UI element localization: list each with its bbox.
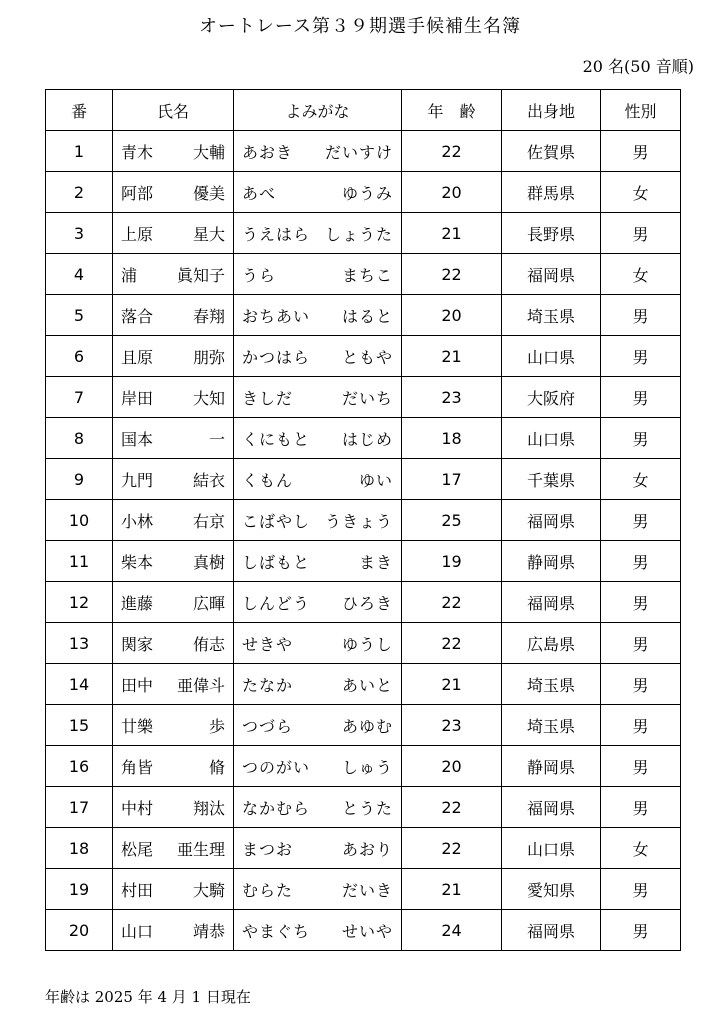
age: 20 [402,746,502,787]
gender: 男 [601,377,681,418]
age: 22 [402,787,502,828]
given-reading: あいと [341,675,393,695]
row-number: 8 [46,418,113,459]
given-reading: ゆうみ [341,183,393,203]
age: 22 [402,254,502,295]
name-reading [234,828,402,869]
hometown: 愛知県 [502,869,601,910]
row-number: 19 [46,869,113,910]
table-row [46,336,681,377]
gender: 男 [601,336,681,377]
table-row [46,295,681,336]
header-name: 氏名 [113,90,234,131]
given-reading: まちこ [341,265,393,285]
row-number: 4 [46,254,113,295]
given-reading: ひろき [341,593,393,613]
age: 17 [402,459,502,500]
hometown: 千葉県 [502,459,601,500]
gender: 男 [601,213,681,254]
given-reading: しょうた [324,224,393,244]
family-name: 小林 [121,511,154,531]
gender: 女 [601,172,681,213]
gender: 男 [601,746,681,787]
gender: 男 [601,500,681,541]
family-name: 落合 [121,306,154,326]
given-name: 歩 [208,716,225,736]
hometown: 福岡県 [502,500,601,541]
table-row [46,869,681,910]
family-name: 松尾 [121,839,154,859]
name-reading [234,418,402,459]
name-reading [234,787,402,828]
name-reading [234,131,402,172]
candidate-name [113,459,234,500]
hometown: 静岡県 [502,541,601,582]
family-reading: しばもと [242,552,311,572]
family-reading: むらた [242,880,294,900]
family-name: 九門 [121,470,154,490]
row-number: 14 [46,664,113,705]
family-reading: せきや [242,634,294,654]
family-reading: なかむら [242,798,311,818]
hometown: 長野県 [502,213,601,254]
age: 25 [402,500,502,541]
age: 21 [402,336,502,377]
given-reading: あおり [341,839,393,859]
candidate-name [113,172,234,213]
table-row [46,172,681,213]
family-name: 田中 [121,675,154,695]
name-reading [234,746,402,787]
age: 22 [402,582,502,623]
given-name: 亜偉斗 [176,675,225,695]
age: 22 [402,131,502,172]
row-number: 7 [46,377,113,418]
family-reading: こばやし [242,511,311,531]
given-reading: はじめ [341,429,393,449]
age: 21 [402,664,502,705]
table-row [46,254,681,295]
table-row [46,541,681,582]
candidate-name [113,746,234,787]
hometown: 埼玉県 [502,295,601,336]
given-name: 大輔 [192,142,225,162]
header-hometown: 出身地 [502,90,601,131]
age: 20 [402,172,502,213]
table-row [46,418,681,459]
family-reading: うえはら [242,224,311,244]
gender: 男 [601,418,681,459]
candidate-name [113,295,234,336]
row-number: 20 [46,910,113,951]
header-reading: よみがな [234,90,402,131]
family-reading: くもん [242,470,294,490]
name-reading [234,500,402,541]
given-reading: うきょう [324,511,393,531]
hometown: 大阪府 [502,377,601,418]
family-name: 村田 [121,880,154,900]
given-reading: はると [341,306,393,326]
gender: 女 [601,254,681,295]
row-number: 13 [46,623,113,664]
table-row [46,459,681,500]
given-reading: ゆい [358,470,393,490]
family-name: 角皆 [121,757,154,777]
candidate-name [113,623,234,664]
family-name: 柴本 [121,552,154,572]
header-number: 番 [46,90,113,131]
family-name: 山口 [121,921,154,941]
candidate-name [113,377,234,418]
gender: 男 [601,295,681,336]
table-row [46,787,681,828]
given-name: 侑志 [192,634,225,654]
row-number: 3 [46,213,113,254]
age: 22 [402,828,502,869]
row-number: 12 [46,582,113,623]
family-reading: あべ [242,183,277,203]
name-reading [234,541,402,582]
header-age: 年 齢 [402,90,502,131]
hometown: 佐賀県 [502,131,601,172]
table-row [46,500,681,541]
given-reading: まき [358,552,393,572]
candidate-name [113,664,234,705]
hometown: 埼玉県 [502,705,601,746]
row-number: 11 [46,541,113,582]
table-row [46,746,681,787]
table-row [46,623,681,664]
given-name: 脩 [208,757,225,777]
row-number: 6 [46,336,113,377]
name-reading [234,705,402,746]
family-reading: つづら [242,716,294,736]
given-reading: とうた [341,798,393,818]
candidate-name [113,418,234,459]
given-name: 星大 [192,224,225,244]
name-reading [234,336,402,377]
family-name: 関家 [121,634,154,654]
age: 23 [402,377,502,418]
given-name: 翔汰 [192,798,225,818]
family-name: 廿樂 [121,716,154,736]
hometown: 福岡県 [502,787,601,828]
row-number: 17 [46,787,113,828]
table-row [46,910,681,951]
gender: 女 [601,828,681,869]
family-name: 且原 [121,347,154,367]
family-reading: うら [242,265,277,285]
header-gender: 性別 [601,90,681,131]
name-reading [234,664,402,705]
family-reading: やまぐち [242,921,311,941]
hometown: 福岡県 [502,910,601,951]
candidate-name [113,582,234,623]
family-reading: つのがい [242,757,311,777]
name-reading [234,254,402,295]
family-reading: きしだ [242,388,294,408]
family-name: 国本 [121,429,154,449]
given-name: 靖恭 [192,921,225,941]
family-name: 上原 [121,224,154,244]
row-number: 16 [46,746,113,787]
candidate-name [113,787,234,828]
gender: 男 [601,705,681,746]
gender: 男 [601,869,681,910]
hometown: 山口県 [502,828,601,869]
age: 22 [402,623,502,664]
hometown: 山口県 [502,418,601,459]
table-row [46,828,681,869]
family-name: 阿部 [121,183,154,203]
name-reading [234,377,402,418]
given-reading: ゆうし [341,634,393,654]
given-reading: だいすけ [324,142,393,162]
hometown: 広島県 [502,623,601,664]
name-reading [234,910,402,951]
hometown: 山口県 [502,336,601,377]
gender: 男 [601,541,681,582]
given-name: 結衣 [192,470,225,490]
gender: 男 [601,910,681,951]
candidate-name [113,910,234,951]
hometown: 群馬県 [502,172,601,213]
hometown: 静岡県 [502,746,601,787]
candidate-name [113,500,234,541]
table-row [46,377,681,418]
given-reading: しゅう [341,757,393,777]
given-name: 一 [208,429,225,449]
candidate-name [113,869,234,910]
candidate-name [113,213,234,254]
given-name: 朋弥 [192,347,225,367]
given-name: 眞知子 [176,265,225,285]
table-row [46,582,681,623]
family-name: 青木 [121,142,154,162]
gender: 男 [601,664,681,705]
family-reading: たなか [242,675,294,695]
candidate-name [113,336,234,377]
gender: 男 [601,582,681,623]
name-reading [234,582,402,623]
given-name: 優美 [192,183,225,203]
candidate-name [113,828,234,869]
family-name: 中村 [121,798,154,818]
row-number: 2 [46,172,113,213]
given-reading: せいや [341,921,393,941]
name-reading [234,623,402,664]
gender: 女 [601,459,681,500]
row-number: 9 [46,459,113,500]
gender: 男 [601,131,681,172]
candidate-name [113,541,234,582]
age: 21 [402,213,502,254]
name-reading [234,459,402,500]
document-title: オートレース第３９期選手候補生名簿 [198,16,522,37]
given-name: 亜生理 [176,839,225,859]
given-reading: だいき [341,880,393,900]
row-number: 10 [46,500,113,541]
age: 19 [402,541,502,582]
row-number: 5 [46,295,113,336]
given-reading: あゆむ [341,716,393,736]
gender: 男 [601,787,681,828]
given-reading: ともや [341,347,393,367]
candidate-name [113,131,234,172]
row-number: 1 [46,131,113,172]
name-reading [234,869,402,910]
given-name: 真樹 [192,552,225,572]
row-number: 15 [46,705,113,746]
hometown: 埼玉県 [502,664,601,705]
age: 20 [402,295,502,336]
family-reading: くにもと [242,429,311,449]
row-number: 18 [46,828,113,869]
given-name: 広暉 [192,593,225,613]
given-name: 右京 [192,511,225,531]
roster-table [45,89,681,951]
family-reading: かつはら [242,347,311,367]
family-reading: あおき [242,142,294,162]
table-row [46,131,681,172]
table-row [46,664,681,705]
family-name: 進藤 [121,593,154,613]
family-reading: まつお [242,839,294,859]
name-reading [234,295,402,336]
family-name: 岸田 [121,388,154,408]
hometown: 福岡県 [502,254,601,295]
name-reading [234,172,402,213]
age: 24 [402,910,502,951]
table-row [46,213,681,254]
family-reading: おちあい [242,306,311,326]
gender: 男 [601,623,681,664]
family-name: 浦 [121,265,138,285]
candidate-count: 20 名(50 音順) [582,57,694,76]
given-name: 大知 [192,388,225,408]
given-name: 大騎 [192,880,225,900]
as-of-note: 年齢は 2025 年 4 月 1 日現在 [45,988,251,1006]
hometown: 福岡県 [502,582,601,623]
age: 23 [402,705,502,746]
given-reading: だいち [341,388,393,408]
age: 21 [402,869,502,910]
table-header-row [46,90,681,131]
given-name: 春翔 [192,306,225,326]
family-reading: しんどう [242,593,311,613]
table-row [46,705,681,746]
candidate-name [113,254,234,295]
name-reading [234,213,402,254]
candidate-name [113,705,234,746]
age: 18 [402,418,502,459]
